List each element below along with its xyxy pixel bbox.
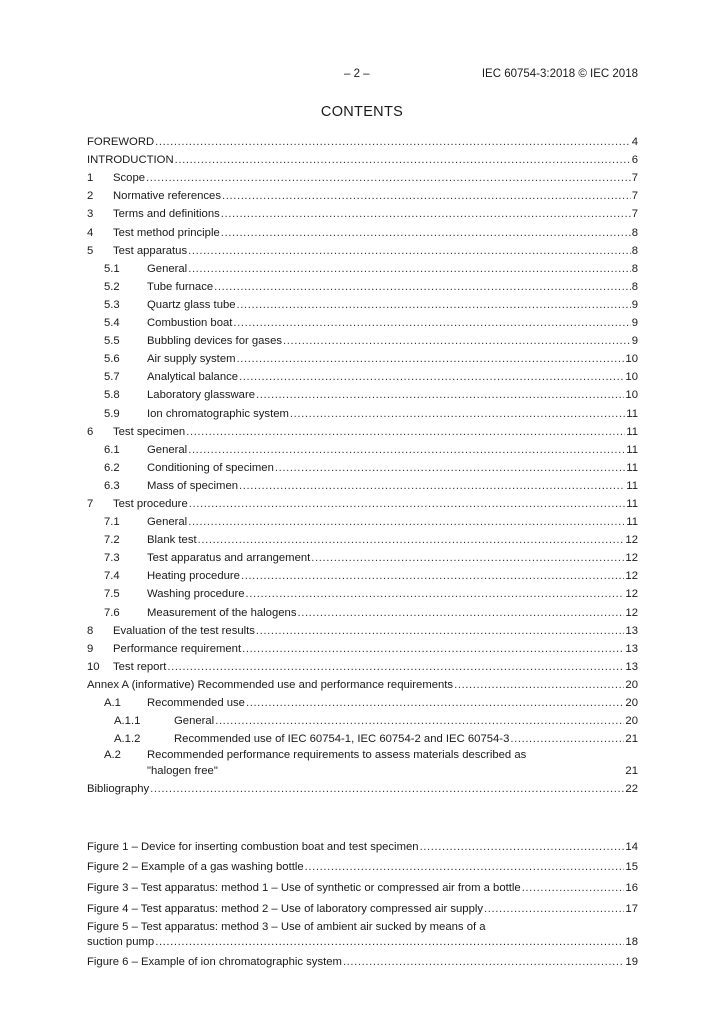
toc-entry[interactable] xyxy=(87,276,638,294)
toc-entry-page: 8 xyxy=(631,244,638,257)
dot-leader xyxy=(510,733,624,746)
toc-entry[interactable] xyxy=(87,131,638,149)
toc-entry-title: General xyxy=(147,516,188,529)
toc-entry-title-continued: "halogen free" xyxy=(147,765,218,778)
toc-entry-page: 11 xyxy=(626,425,638,438)
dot-leader xyxy=(241,570,624,583)
toc-entry-title: Scope xyxy=(113,172,146,185)
toc-entry[interactable] xyxy=(87,439,638,457)
toc-entry-title: General xyxy=(174,715,215,728)
dot-leader xyxy=(221,227,631,240)
toc-entry[interactable] xyxy=(87,167,638,185)
page-header xyxy=(0,68,724,84)
toc-entry-title: Test report xyxy=(113,660,167,673)
dot-leader xyxy=(189,498,626,511)
toc-entry-number: 10 xyxy=(87,660,100,673)
toc-entry[interactable] xyxy=(87,348,638,366)
toc-entry-page: 21 xyxy=(625,765,638,778)
toc-entry-title: Test apparatus and arrangement xyxy=(147,552,311,565)
dot-leader xyxy=(233,317,630,330)
toc-entry[interactable] xyxy=(87,511,638,529)
toc-entry-title: Combustion boat xyxy=(147,317,233,330)
toc-entry-number: 7.3 xyxy=(104,552,120,565)
toc-entry-number: 5.5 xyxy=(104,335,120,348)
figure-entry-page: 18 xyxy=(625,935,638,948)
toc-entry-title: Test apparatus xyxy=(113,244,188,257)
toc-entry-title: Recommended use of IEC 60754-1, IEC 60754-2 and IEC 60754-3 xyxy=(174,733,510,746)
toc-entry-number: 9 xyxy=(87,642,94,655)
dot-leader xyxy=(305,861,625,874)
figure-entry-title-continued: suction pump xyxy=(87,935,155,948)
toc-entry-title: Analytical balance xyxy=(147,371,239,384)
figure-entry[interactable] xyxy=(87,949,638,970)
dot-leader xyxy=(246,588,625,601)
dot-leader xyxy=(311,552,624,565)
toc-entry-page: 9 xyxy=(631,335,638,348)
toc-entry-page: 11 xyxy=(626,461,638,474)
toc-entry[interactable] xyxy=(87,565,638,583)
toc-entry-number: 6.3 xyxy=(104,479,120,492)
toc-entry-title: Annex A (informative) Recommended use and performance requirements xyxy=(87,678,454,691)
toc-entry[interactable] xyxy=(87,547,638,565)
toc-entry-number: 5.7 xyxy=(104,371,120,384)
list-of-figures xyxy=(87,833,638,969)
toc-entry-title: Quartz glass tube xyxy=(147,298,236,311)
toc-entry[interactable] xyxy=(87,674,638,692)
toc-entry-page: 20 xyxy=(625,715,638,728)
toc-entry-page: 13 xyxy=(625,624,638,637)
toc-entry-number: 5.6 xyxy=(104,353,120,366)
toc-entry-page: 11 xyxy=(626,516,638,529)
dot-leader xyxy=(222,190,631,203)
toc-entry[interactable] xyxy=(87,748,638,778)
toc-entry-number: 7 xyxy=(87,497,94,510)
toc-entry[interactable] xyxy=(87,601,638,619)
toc-entry-page: 10 xyxy=(625,389,638,402)
toc-entry-title: Test procedure xyxy=(113,497,188,510)
toc-entry[interactable] xyxy=(87,529,638,547)
page-number: – 2 – xyxy=(344,68,370,80)
standard-reference: IEC 60754-3:2018 © IEC 2018 xyxy=(481,68,638,80)
toc-entry-title: Figure 3 – Test apparatus: method 1 – Use of synthetic or compressed air from a bottle xyxy=(87,882,521,895)
dot-leader xyxy=(239,480,625,493)
toc-entry-title: Terms and definitions xyxy=(113,208,220,221)
toc-entry-page: 12 xyxy=(625,588,638,601)
dot-leader xyxy=(239,371,624,384)
dot-leader xyxy=(155,936,624,949)
toc-entry[interactable] xyxy=(87,493,638,511)
toc-entry-title: Measurement of the halogens xyxy=(147,606,297,619)
toc-entry-number: 8 xyxy=(87,624,94,637)
toc-entry-number: 6.1 xyxy=(104,443,120,456)
toc-entry-number: 7.4 xyxy=(104,570,120,583)
toc-entry-page: 9 xyxy=(631,317,638,330)
toc-entry[interactable] xyxy=(87,710,638,728)
toc-entry-number: 7.5 xyxy=(104,588,120,601)
toc-entry-page: 16 xyxy=(625,882,638,895)
toc-entry-number: 7.1 xyxy=(104,516,120,529)
toc-entry-number: 7.6 xyxy=(104,606,120,619)
dot-leader xyxy=(256,389,624,402)
dot-leader xyxy=(246,697,624,710)
dot-leader xyxy=(420,841,625,854)
toc-entry-number: 4 xyxy=(87,226,94,239)
toc-entry-title: Heating procedure xyxy=(147,570,240,583)
toc-entry-title: Figure 1 – Device for inserting combustion boat and test specimen xyxy=(87,840,419,853)
toc-entry[interactable] xyxy=(87,457,638,475)
toc-entry-title: Recommended performance requirements to assess materials described as xyxy=(147,749,527,762)
dot-leader xyxy=(198,534,625,547)
toc-entry-title: Conditioning of specimen xyxy=(147,461,274,474)
toc-entry-page: 11 xyxy=(626,407,638,420)
dot-leader xyxy=(221,208,631,221)
toc-entry[interactable] xyxy=(87,240,638,258)
toc-entry-page: 10 xyxy=(625,371,638,384)
dot-leader xyxy=(188,263,631,276)
figure-entry[interactable] xyxy=(87,833,638,854)
dot-leader xyxy=(237,299,631,312)
toc-entry-number: 5.8 xyxy=(104,389,120,402)
toc-entry-title: Bibliography xyxy=(87,783,150,796)
dot-leader xyxy=(484,903,624,916)
toc-entry[interactable] xyxy=(87,185,638,203)
toc-entry-number: A.1 xyxy=(104,697,121,709)
toc-entry-page: 9 xyxy=(631,298,638,311)
toc-entry-page: 22 xyxy=(625,783,638,796)
dot-leader xyxy=(146,172,631,185)
toc-entry-title: Ion chromatographic system xyxy=(147,407,289,420)
toc-entry-title: Figure 6 – Example of ion chromatographic system xyxy=(87,956,342,969)
toc-entry-number: 5.1 xyxy=(104,262,120,275)
contents-title: CONTENTS xyxy=(320,104,404,120)
toc-entry-title: FOREWORD xyxy=(87,136,155,149)
toc-entry-page: 6 xyxy=(631,154,638,167)
toc-entry-title: Test method principle xyxy=(113,226,220,239)
dot-leader xyxy=(283,335,631,348)
toc-entry[interactable] xyxy=(87,294,638,312)
dot-leader xyxy=(175,154,631,167)
dot-leader xyxy=(188,245,631,258)
toc-entry-number: A.2 xyxy=(104,749,121,762)
toc-entry[interactable] xyxy=(87,366,638,384)
toc-entry[interactable] xyxy=(87,421,638,439)
toc-entry-page: 7 xyxy=(631,190,638,203)
toc-entry-title: Tube furnace xyxy=(147,280,214,293)
toc-entry[interactable] xyxy=(87,258,638,276)
dot-leader xyxy=(188,516,625,529)
toc-entry-page: 19 xyxy=(625,956,638,969)
toc-entry-page: 11 xyxy=(626,443,638,456)
toc-entry-page: 20 xyxy=(625,678,638,691)
toc-entry[interactable] xyxy=(87,203,638,221)
toc-entry-page: 12 xyxy=(625,570,638,583)
toc-entry-title: Figure 2 – Example of a gas washing bottle xyxy=(87,861,304,874)
toc-entry-page: 4 xyxy=(631,136,638,149)
toc-entry-page: 14 xyxy=(625,840,638,853)
dot-leader xyxy=(237,353,625,366)
toc-entry[interactable] xyxy=(87,656,638,674)
toc-entry-title: Test specimen xyxy=(113,425,186,438)
toc-entry-number: 1 xyxy=(87,172,94,185)
toc-entry-number: A.1.2 xyxy=(114,733,141,746)
toc-entry-number: 5.9 xyxy=(104,407,120,420)
toc-entry-title: Performance requirement xyxy=(113,642,242,655)
toc-entry-title: Washing procedure xyxy=(147,588,245,601)
toc-entry[interactable] xyxy=(87,620,638,638)
dot-leader xyxy=(242,643,624,656)
toc-entry-number: 2 xyxy=(87,190,94,203)
toc-entry-page: 15 xyxy=(625,861,638,874)
toc-entry-page: 21 xyxy=(625,733,638,746)
toc-entry-page: 12 xyxy=(625,552,638,565)
toc-entry-page: 13 xyxy=(625,642,638,655)
toc-entry-title: Laboratory glassware xyxy=(147,389,256,402)
toc-entry-page: 12 xyxy=(625,606,638,619)
toc-entry-number: 6.2 xyxy=(104,461,120,474)
dot-leader xyxy=(290,408,625,421)
toc-entry-number: A.1.1 xyxy=(114,715,141,728)
toc-entry[interactable] xyxy=(87,778,638,796)
toc-entry-page: 8 xyxy=(631,226,638,239)
toc-entry-page: 11 xyxy=(626,479,638,492)
dot-leader xyxy=(522,882,625,895)
toc-entry-title: General xyxy=(147,443,188,456)
toc-entry[interactable] xyxy=(87,692,638,710)
dot-leader xyxy=(188,444,625,457)
toc-entry-number: 5 xyxy=(87,244,94,257)
toc-entry[interactable] xyxy=(87,221,638,239)
toc-entry-page: 20 xyxy=(625,697,638,709)
toc-entry[interactable] xyxy=(87,149,638,167)
toc-entry-title: Figure 4 – Test apparatus: method 2 – Use of laboratory compressed air supply xyxy=(87,902,484,915)
toc-entry-title: General xyxy=(147,262,188,275)
toc-entry-number: 6 xyxy=(87,425,94,438)
toc-entry[interactable] xyxy=(87,728,638,746)
figure-entry[interactable] xyxy=(87,920,638,949)
toc-entry-page: 11 xyxy=(626,497,638,510)
toc-entry-number: 5.3 xyxy=(104,298,120,311)
dot-leader xyxy=(167,661,624,674)
toc-entry-page: 7 xyxy=(631,208,638,221)
toc-entry-title: Air supply system xyxy=(147,353,236,366)
dot-leader xyxy=(186,426,625,439)
toc-entry-title: Evaluation of the test results xyxy=(113,624,255,637)
figure-entry-title: Figure 5 – Test apparatus: method 3 – Use of ambient air sucked by means of a xyxy=(87,920,486,933)
toc-entry-title: Recommended use xyxy=(147,697,245,709)
toc-entry-title: Blank test xyxy=(147,534,197,547)
toc-entry-number: 3 xyxy=(87,208,94,221)
toc-entry[interactable] xyxy=(87,638,638,656)
toc-entry-number: 5.4 xyxy=(104,317,120,330)
toc-entry-page: 10 xyxy=(625,353,638,366)
toc-entry[interactable] xyxy=(87,312,638,330)
toc-entry-title: INTRODUCTION xyxy=(87,154,174,167)
toc-entry-page: 8 xyxy=(631,280,638,293)
toc-entry-page: 13 xyxy=(625,660,638,673)
toc-entry-number: 7.2 xyxy=(104,534,120,547)
dot-leader xyxy=(275,462,625,475)
dot-leader xyxy=(150,783,624,796)
figure-entry[interactable] xyxy=(87,874,638,895)
toc-entry[interactable] xyxy=(87,583,638,601)
dot-leader xyxy=(297,607,624,620)
toc-entry-page: 12 xyxy=(625,534,638,547)
toc-entry[interactable] xyxy=(87,330,638,348)
dot-leader xyxy=(256,625,625,638)
dot-leader xyxy=(454,679,624,692)
toc-entry-page: 8 xyxy=(631,262,638,275)
dot-leader xyxy=(214,281,631,294)
toc-entry[interactable] xyxy=(87,475,638,493)
toc-entry[interactable] xyxy=(87,402,638,420)
dot-leader xyxy=(343,956,624,969)
dot-leader xyxy=(215,715,624,728)
toc-entry-title: Bubbling devices for gases xyxy=(147,335,283,348)
toc-entry[interactable] xyxy=(87,384,638,402)
figure-entry[interactable] xyxy=(87,854,638,875)
toc-entry-title: Normative references xyxy=(113,190,221,203)
toc-entry-page: 17 xyxy=(625,902,638,915)
table-of-contents xyxy=(87,131,638,796)
figure-entry[interactable] xyxy=(87,895,638,916)
dot-leader xyxy=(155,136,631,149)
toc-entry-title: Mass of specimen xyxy=(147,479,239,492)
toc-entry-number: 5.2 xyxy=(104,280,120,293)
toc-entry-page: 7 xyxy=(631,172,638,185)
